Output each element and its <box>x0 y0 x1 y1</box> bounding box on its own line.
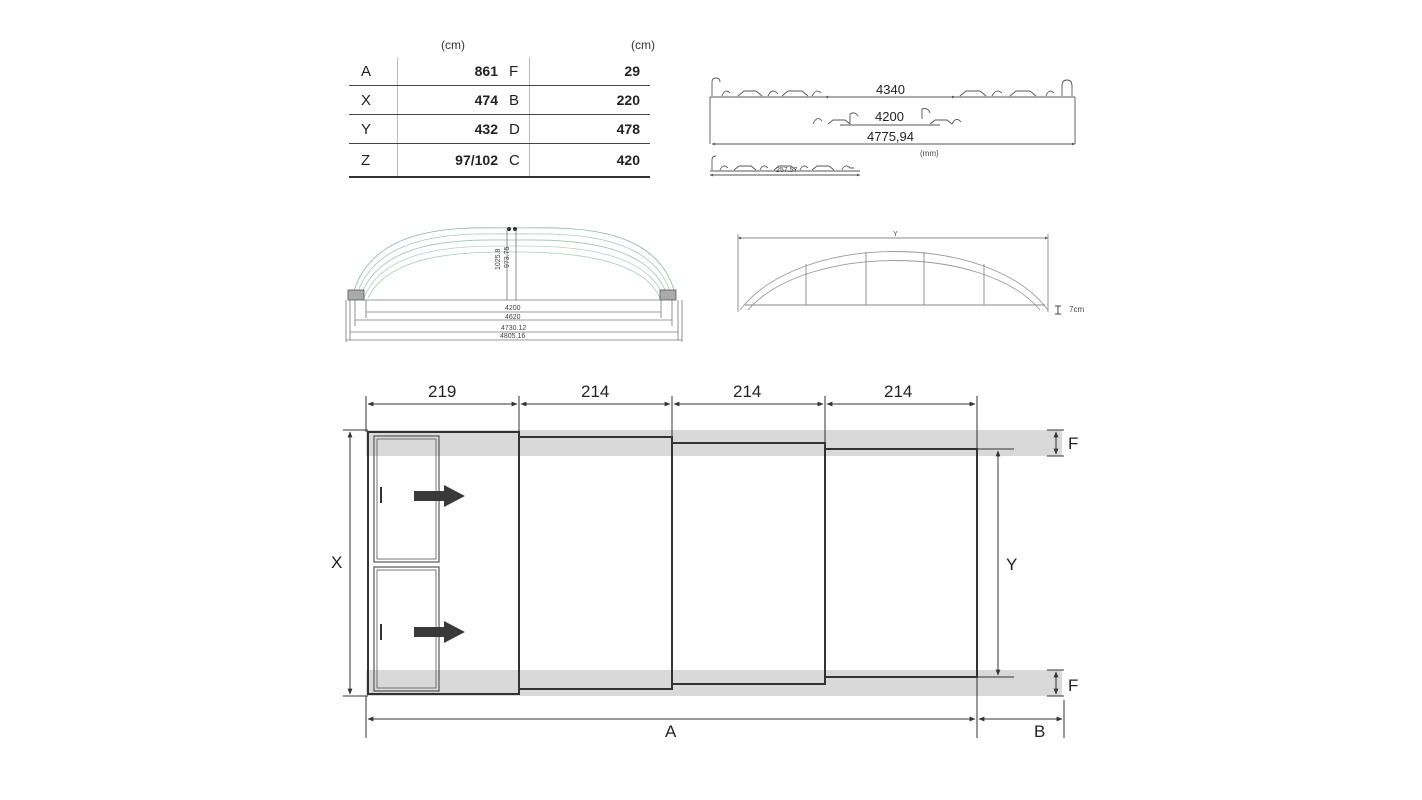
row-key: X <box>349 86 398 115</box>
a-label: A <box>665 722 677 741</box>
plan-drawing <box>343 396 1064 738</box>
row-value: 478 <box>530 115 651 144</box>
row-key: B <box>497 86 530 115</box>
module-4 <box>825 449 977 677</box>
segment-3-label: 214 <box>733 382 762 401</box>
module-2 <box>519 437 672 689</box>
arch-side-drawing <box>738 234 1061 314</box>
arch-width-3: 4730.12 <box>501 325 527 332</box>
f-top-label: F <box>1068 434 1079 453</box>
row-value: 29 <box>530 57 651 86</box>
row-value: 432 <box>398 115 509 144</box>
row-key: C <box>497 144 530 178</box>
row-value: 420 <box>530 144 651 178</box>
table-right-unit: (cm) <box>631 38 655 52</box>
b-label: B <box>1034 722 1046 741</box>
row-value: 220 <box>530 86 651 115</box>
arch-width-1: 4200 <box>505 305 521 312</box>
table-left-unit: (cm) <box>441 38 465 52</box>
x-label: X <box>331 553 343 572</box>
module-3 <box>672 443 825 684</box>
row-key: D <box>497 115 530 144</box>
row-value: 97/102 <box>398 144 509 178</box>
row-value: 861 <box>398 57 509 86</box>
segment-4-label: 214 <box>884 382 913 401</box>
row-key: F <box>497 57 530 86</box>
profile-dim-bottom: 4775,94 <box>867 129 914 144</box>
profile-unit: (mm) <box>920 149 939 158</box>
arch-height-inner: 973.75 <box>504 246 511 268</box>
y-label: Y <box>1006 555 1018 574</box>
row-key: Z <box>349 144 398 178</box>
profile-dim-top: 4340 <box>876 82 905 97</box>
segment-1-label: 219 <box>428 382 457 401</box>
arch-width-4: 4805.16 <box>500 333 526 340</box>
segment-2-label: 214 <box>581 382 610 401</box>
profile-dim-small: 257.57 <box>776 167 798 174</box>
side-rail-label: 7cm <box>1069 305 1085 314</box>
row-key: A <box>349 57 398 86</box>
row-key: Y <box>349 115 398 144</box>
side-width-label: Y <box>893 231 898 238</box>
module-1 <box>368 432 519 694</box>
profile-dim-mid: 4200 <box>875 109 904 124</box>
row-value: 474 <box>398 86 509 115</box>
arch-height-outer: 1025.8 <box>495 248 502 270</box>
f-bottom-label: F <box>1068 676 1079 695</box>
arch-width-2: 4620 <box>505 314 521 321</box>
